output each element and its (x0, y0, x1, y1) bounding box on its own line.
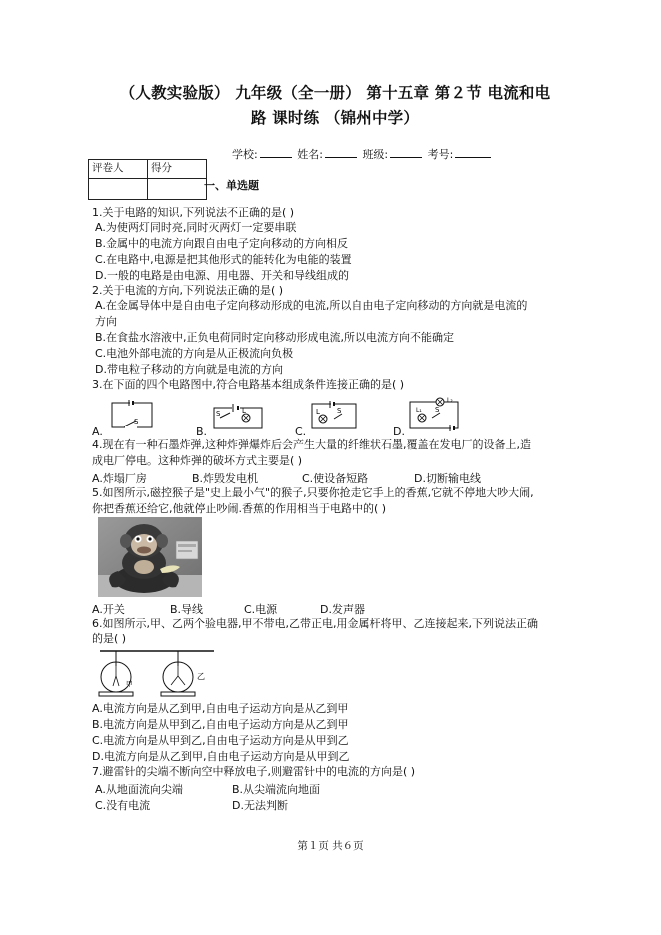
q4-option-c[interactable]: C.使设备短路 (302, 472, 369, 485)
q1-stem: 1.关于电路的知识,下列说法不正确的是( ) (92, 206, 295, 219)
q5-stem-2: 你把香蕉还给它,他就停止吵闹.香蕉的作用相当于电路中的( ) (92, 502, 387, 515)
q3-option-d[interactable]: D. (393, 425, 405, 438)
q1-option-b[interactable]: B.金属中的电流方向跟自由电子定向移动的方向相反 (95, 237, 349, 250)
circuit-c-switch-label: S (337, 407, 342, 415)
q3-stem: 3.在下面的四个电路图中,符合电路基本组成条件连接正确的是( ) (92, 378, 405, 391)
circuit-d-lamp1-label: L₁ (416, 407, 422, 414)
q4-option-d[interactable]: D.切断输电线 (414, 472, 481, 485)
title-line-2: 路 课时练 （锦州中学） (250, 108, 420, 127)
q5-option-d[interactable]: D.发声器 (320, 603, 365, 616)
q7-option-a[interactable]: A.从地面流向尖端 (95, 783, 183, 796)
q2-option-a[interactable]: A.在金属导体中是自由电子定向移动形成的电流,所以自由电子定向移动的方向就是电流的 (95, 299, 528, 312)
school-label: 学校: (232, 148, 258, 161)
score-table (88, 159, 207, 200)
q2-option-b[interactable]: B.在食盐水溶液中,正负电荷同时定向移动形成电流,所以电流方向不能确定 (95, 331, 455, 344)
class-label: 班级: (362, 148, 389, 161)
page-title (90, 80, 580, 130)
school-blank[interactable] (260, 146, 292, 158)
q2-option-a-cont: 方向 (95, 315, 117, 328)
q5-option-a[interactable]: A.开关 (92, 603, 125, 616)
circuit-d-figure (408, 396, 464, 434)
q7-stem: 7.避雷针的尖端不断向空中释放电子,则避雷针中的电流的方向是( ) (92, 765, 416, 778)
exam-no-label: 考号: (427, 148, 454, 161)
page-footer: 第１页 共６页 (297, 840, 364, 852)
reviewer-cell[interactable] (89, 179, 148, 200)
name-blank[interactable] (325, 146, 357, 158)
circuit-a-figure (110, 400, 154, 430)
q1-option-c[interactable]: C.在电路中,电源是把其他形式的能转化为电能的装置 (95, 253, 352, 266)
electroscope-yi-label: 乙 (197, 672, 205, 681)
circuit-a-switch-label: S (134, 418, 139, 426)
exam-no-blank[interactable] (455, 146, 491, 158)
q4-stem-2: 成电厂停电。这种炸弹的破坏方式主要是( ) (92, 454, 303, 467)
q3-option-c[interactable]: C. (295, 425, 307, 438)
q6-option-c[interactable]: C.电流方向是从甲到乙,自由电子运动方向是从甲到乙 (92, 734, 349, 747)
q7-option-b[interactable]: B.从尖端流向地面 (232, 783, 321, 796)
q1-option-a[interactable]: A.为使两灯同时亮,同时灭两灯一定要串联 (95, 221, 297, 234)
q4-option-a[interactable]: A.炸塌厂房 (92, 472, 147, 485)
name-label: 姓名: (297, 148, 323, 161)
class-blank[interactable] (390, 146, 422, 158)
circuit-d-switch-label: S (435, 406, 440, 414)
q5-stem-1: 5.如图所示,磁控猴子是"史上最小气"的猴子,只要你抢走它手上的香蕉,它就不停地大吵大闹, (92, 486, 534, 499)
q3-option-a[interactable]: A. (92, 425, 103, 438)
circuit-d-lamp2-label: L₂ (447, 397, 453, 404)
q4-option-b[interactable]: B.炸毁发电机 (192, 472, 259, 485)
q5-option-b[interactable]: B.导线 (170, 603, 204, 616)
circuit-c-figure (310, 400, 360, 432)
score-label: 得分 (148, 160, 207, 179)
electroscope-jia-label: 甲 (126, 680, 133, 688)
q3-option-b[interactable]: B. (196, 425, 208, 438)
circuit-b-switch-label: S (216, 410, 221, 418)
title-line-1: （人教实验版） 九年级（全一册） 第十五章 第２节 电流和电 (119, 83, 551, 102)
q1-option-d[interactable]: D.一般的电路是由电源、用电器、开关和导线组成的 (95, 269, 349, 282)
q7-option-c[interactable]: C.没有电流 (95, 799, 151, 812)
q6-option-d[interactable]: D.电流方向是从乙到甲,自由电子运动方向是从甲到乙 (92, 750, 350, 763)
q6-stem-2: 的是( ) (92, 632, 127, 645)
electroscopes-figure (96, 646, 218, 698)
q6-option-a[interactable]: A.电流方向是从乙到甲,自由电子运动方向是从乙到甲 (92, 702, 349, 715)
q7-option-d[interactable]: D.无法判断 (232, 799, 288, 812)
circuit-c-lamp-label: L (316, 408, 320, 416)
circuit-b-figure (212, 403, 266, 431)
q6-stem-1: 6.如图所示,甲、乙两个验电器,甲不带电,乙带正电,用金属杆将甲、乙连接起来,下列说法正确 (92, 617, 538, 630)
section-heading: 一、单选题 (204, 179, 259, 192)
score-cell[interactable] (148, 179, 207, 200)
q4-stem-1: 4.现在有一种石墨炸弹,这种炸弹爆炸后会产生大量的纤维状石墨,覆盖在发电厂的设备上,造 (92, 438, 531, 451)
q2-option-d[interactable]: D.带电粒子移动的方向就是电流的方向 (95, 363, 283, 376)
circuit-b-lamp-label: L (242, 407, 246, 415)
student-info (232, 146, 493, 162)
q2-option-c[interactable]: C.电池外部电流的方向是从正极流向负极 (95, 347, 294, 360)
q2-stem: 2.关于电流的方向,下列说法正确的是( ) (92, 284, 284, 297)
q6-option-b[interactable]: B.电流方向是从甲到乙,自由电子运动方向是从乙到甲 (92, 718, 349, 731)
monkey-toy-photo (98, 517, 202, 597)
q5-option-c[interactable]: C.电源 (244, 603, 278, 616)
reviewer-label: 评卷人 (89, 160, 148, 179)
